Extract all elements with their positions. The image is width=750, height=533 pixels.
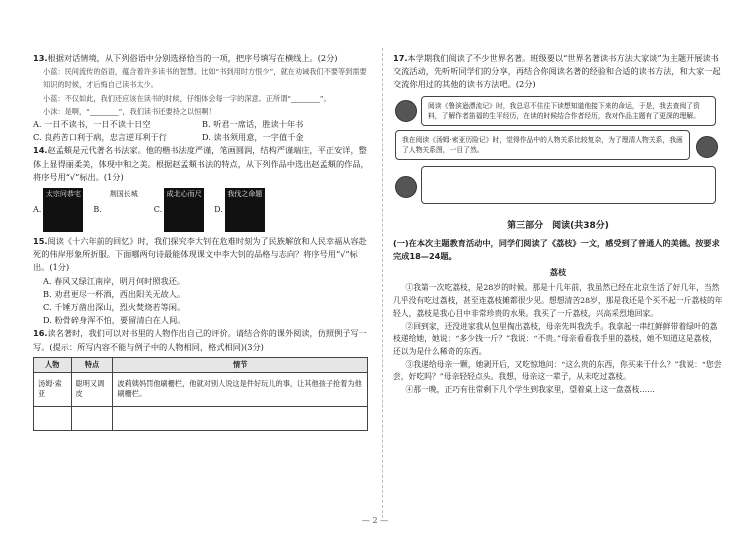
right-column	[393, 52, 723, 397]
paragraph-2: ②回到家，还没进家我从包里掏出荔枝，母亲先叫我洗手。我拿起一串红鲜鲜带着绿叶的荔枝递给她，她说：“多少钱一斤？”我说：“不贵。”母亲看看我手里的荔枝，她不知道这是荔枝，还以为是什么稀奇的东西。	[393, 321, 718, 356]
reading-intro: (一)在本次主题教育活动中，同学们阅读了《荔枝》一文，感受到了普通人的美德。按要求完成18—24题。	[393, 237, 720, 262]
section-heading: 第三部分 阅读(共38分)	[507, 220, 609, 231]
calligraphy-image-a: 太宗问恭宅	[43, 188, 83, 232]
q13-dialog-1: 小蓝：民间流传的俗语，蕴含着许多读书的智慧。比如“书到用时方恨少”，就在劝诫我们不要等到需要知识的时候，才后悔自己读书太少。	[43, 67, 367, 90]
calligraphy-a: A. 太宗问恭宅	[33, 188, 83, 232]
chat-bubble-2: 我在阅读《汤姆·索亚历险记》时，觉得作品中的人物关系比较复杂，为了理清人物关系，我画了人物关系图，一目了然。	[395, 130, 690, 160]
avatar-3	[395, 176, 417, 198]
paragraph-3: ③我递给母亲一颗，她剥开后，又吃惊地问：“这么贵的东西，你买来干什么？”我说：“您尝尝，好吃吗？”母亲轻轻点头。我想，母亲这一辈子，从未吃过荔枝。	[393, 359, 722, 382]
q15-option-c: C. 千锤万凿出深山，烈火焚烧若等闲。	[43, 302, 186, 313]
passage-title: 荔枝	[549, 267, 567, 278]
q13-dialog-2: 小蓝：不仅如此，我们还应该在读书的时候，仔细体会每一字的深意。正所谓“________”。	[43, 93, 331, 103]
question-15: 15.阅读《十六年前的回忆》时，我们探究李大钊在危难时刻为了民族解放和人民幸福从容赴死的伟岸形象所折服。下面哪两句诗最能体现课文中李大钊的品格与志向？将序号用“√”标出。(1分)	[33, 236, 367, 273]
column-divider	[382, 48, 384, 518]
left-column	[33, 52, 371, 431]
chat-area	[393, 96, 723, 212]
question-13: 13.根据对话情境，从下列俗语中分别选择恰当的一项，把序号填写在横线上。(2分)	[33, 53, 338, 63]
chat-bubble-1: 阅读《鲁滨逊漂流记》时，我总忍不住往下读想知道他接下来的命运，于是，我去查阅了资料，了解作者笛福的生平经历，在读的时候结合作者经历，我对作品主题有了更深的理解。	[421, 96, 716, 126]
paragraph-1: ①我第一次吃荔枝，是28岁的时候。那是十几年前，我虽然已经在北京生活了好几年，当然几乎没有吃过荔枝，甚至连荔枝摊都很少见。想想清苦28岁，那是我还是个买不起一斤荔枝的年轻人，荔枝是我心目中非常珍贵的水果。我买了一斤荔枝，兴高采烈地回家。	[393, 283, 723, 318]
avatar-1	[395, 100, 417, 122]
q15-option-b: B. 劝君更尽一杯酒，西出阳关无故人。	[43, 288, 186, 299]
paragraph-4: ④那一晚，正巧有往常剩下几个学生到我家里，望着桌上这一盘荔枝……	[405, 385, 655, 395]
calligraphy-b: B. 荆国长城	[93, 188, 143, 232]
calligraphy-options	[33, 188, 371, 232]
question-16: 16.读名著时，我们可以对书里的人物作出自己的评价。请结合你的课外阅读，仿照例子写一写。(提示：所写内容不能与例子中的人物相同，格式相同)(3分)	[33, 328, 367, 352]
question-14: 14.赵孟頫是元代著名书法家。他的楷书法度严谨，笔画圆润，结构严谨端庄，平正安详，整体上显得丽柔美，体现中和之美。根据赵孟頫书法的特点，从下列作品中选出赵孟頫的作品，将序号用“√”标出。(1分)	[33, 145, 369, 182]
character-table: 人物 特点 情节 汤姆·索亚 聪明又调皮 波莉姨妈罚他刷栅栏，他就对别人说这是件好玩儿的事，让其他孩子抢着为他刷栅栏。	[33, 357, 368, 431]
q15-option-d: D. 粉骨碎身浑不怕，要留清白在人间。	[43, 315, 186, 326]
question-17: 17.本学期我们阅读了不少世界名著。班级要以“世界名著读书方法大家谈”为主题开展读书交流活动，先听听同学们的分享，再结合你阅读名著的经验和合适的读书方法，和大家一起交流你用过的其他的读书方法吧。(2分)	[393, 53, 721, 90]
q13-options: A. 一日不读书，一日不读十日空 B. 听君一席话，胜读十年书 C. 良药苦口利于病，忠言逆耳利于行 D. 读书须用意，一字值千金	[33, 119, 304, 143]
calligraphy-image-c: 成北心而尺	[164, 188, 204, 232]
calligraphy-image-b: 荆国长城	[104, 188, 144, 232]
chat-bubble-answer	[421, 166, 716, 204]
calligraphy-d: D. 我伐之命题	[214, 188, 265, 232]
calligraphy-image-d: 我伐之命题	[225, 188, 265, 232]
avatar-2	[696, 136, 718, 158]
q13-dialog-3: 小沫：是啊，“________”，我们读书还要持之以恒啊！	[43, 106, 216, 116]
q15-option-a: A. 春风又绿江南岸，明月何时照我还。	[43, 275, 186, 286]
page-number: — 2 —	[361, 516, 389, 525]
calligraphy-c: C. 成北心而尺	[154, 188, 204, 232]
